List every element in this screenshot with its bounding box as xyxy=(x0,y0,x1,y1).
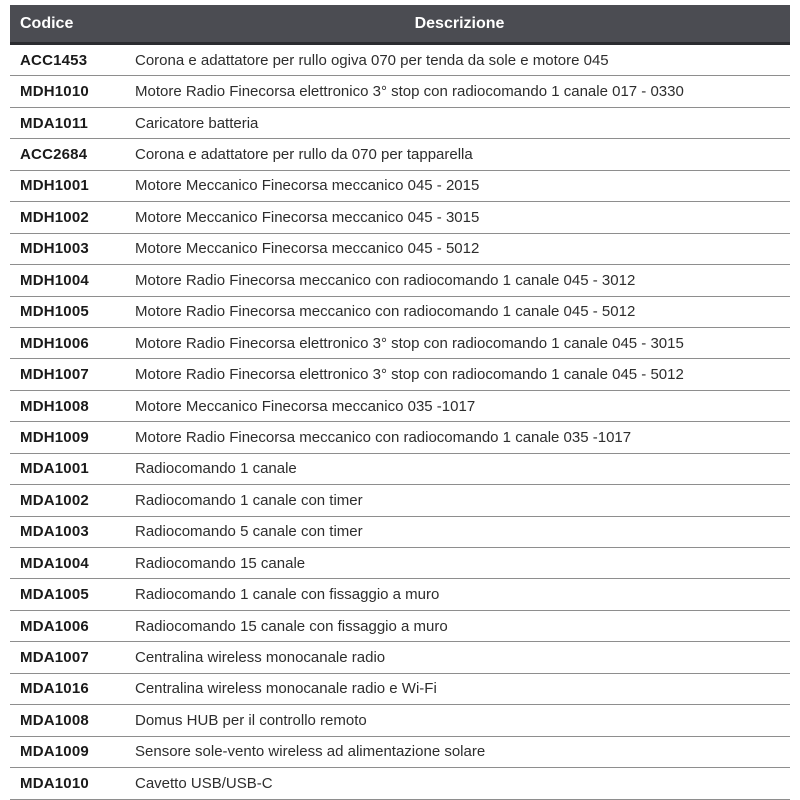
column-header-description: Descrizione xyxy=(414,14,505,32)
code-cell: MDH1009 xyxy=(20,428,89,446)
code-cell: MDH1001 xyxy=(20,177,89,195)
description-cell: Corona e adattatore per rullo da 070 per tapparella xyxy=(135,146,473,164)
table-row xyxy=(10,517,790,548)
table-row xyxy=(10,642,790,673)
code-cell: ACC2684 xyxy=(20,146,88,164)
table-row xyxy=(10,737,790,768)
code-cell: MDH1005 xyxy=(20,303,89,321)
description-cell: Radiocomando 15 canale xyxy=(135,554,306,572)
description-cell: Motore Meccanico Finecorsa meccanico 045 - 2015 xyxy=(135,177,480,195)
description-cell: Radiocomando 1 canale xyxy=(135,460,297,478)
description-cell: Motore Radio Finecorsa meccanico con radiocomando 1 canale 045 - 5012 xyxy=(135,303,636,321)
code-cell: ACC1453 xyxy=(20,51,88,69)
table-header-row xyxy=(10,5,790,45)
code-cell: MDH1002 xyxy=(20,208,89,226)
code-cell: MDH1008 xyxy=(20,397,89,415)
table-row xyxy=(10,611,790,642)
table-row xyxy=(10,674,790,705)
description-cell: Caricatore batteria xyxy=(135,114,259,132)
table-row xyxy=(10,579,790,610)
code-cell: MDH1006 xyxy=(20,334,89,352)
table-row xyxy=(10,485,790,516)
table-row xyxy=(10,422,790,453)
code-cell: MDH1003 xyxy=(20,240,89,258)
table-row xyxy=(10,139,790,170)
table-row xyxy=(10,171,790,202)
table-row xyxy=(10,234,790,265)
table-row xyxy=(10,454,790,485)
product-table xyxy=(10,5,790,800)
description-cell: Motore Radio Finecorsa elettronico 3° stop con radiocomando 1 canale 017 - 0330 xyxy=(135,83,684,101)
description-cell: Motore Meccanico Finecorsa meccanico 035 -1017 xyxy=(135,397,476,415)
description-cell: Motore Radio Finecorsa meccanico con radiocomando 1 canale 035 -1017 xyxy=(135,428,632,446)
table-row xyxy=(10,391,790,422)
description-cell: Motore Radio Finecorsa meccanico con radiocomando 1 canale 045 - 3012 xyxy=(135,271,636,289)
table-row xyxy=(10,359,790,390)
description-cell: Domus HUB per il controllo remoto xyxy=(135,711,367,729)
code-cell: MDA1010 xyxy=(20,774,89,792)
code-cell: MDA1007 xyxy=(20,649,89,667)
code-cell: MDA1002 xyxy=(20,491,89,509)
description-cell: Radiocomando 1 canale con fissaggio a muro xyxy=(135,586,440,604)
code-cell: MDA1016 xyxy=(20,680,89,698)
description-cell: Radiocomando 5 canale con timer xyxy=(135,523,363,541)
table-row xyxy=(10,202,790,233)
table-row xyxy=(10,297,790,328)
table-row xyxy=(10,705,790,736)
code-cell: MDA1004 xyxy=(20,554,89,572)
description-cell: Motore Radio Finecorsa elettronico 3° stop con radiocomando 1 canale 045 - 5012 xyxy=(135,366,684,384)
code-cell: MDA1009 xyxy=(20,743,89,761)
description-cell: Centralina wireless monocanale radio e Wi-Fi xyxy=(135,680,437,698)
description-cell: Radiocomando 15 canale con fissaggio a muro xyxy=(135,617,448,635)
code-cell: MDH1004 xyxy=(20,271,89,289)
description-cell: Radiocomando 1 canale con timer xyxy=(135,491,363,509)
description-cell: Corona e adattatore per rullo ogiva 070 per tenda da sole e motore 045 xyxy=(135,51,609,69)
table-row xyxy=(10,328,790,359)
description-cell: Motore Radio Finecorsa elettronico 3° stop con radiocomando 1 canale 045 - 3015 xyxy=(135,334,684,352)
table-row xyxy=(10,45,790,76)
code-cell: MDA1008 xyxy=(20,711,89,729)
column-header-code: Codice xyxy=(20,14,74,32)
description-cell: Centralina wireless monocanale radio xyxy=(135,649,386,667)
description-cell: Cavetto USB/USB-C xyxy=(135,774,273,792)
code-cell: MDA1011 xyxy=(20,114,89,132)
code-cell: MDA1006 xyxy=(20,617,89,635)
code-cell: MDA1005 xyxy=(20,586,89,604)
description-cell: Motore Meccanico Finecorsa meccanico 045 - 5012 xyxy=(135,240,480,258)
table-row xyxy=(10,768,790,799)
code-cell: MDA1003 xyxy=(20,523,89,541)
code-cell: MDH1010 xyxy=(20,83,89,101)
code-cell: MDA1001 xyxy=(20,460,89,478)
table-row xyxy=(10,108,790,139)
table-row xyxy=(10,76,790,107)
table-row xyxy=(10,265,790,296)
table-body xyxy=(10,45,790,800)
description-cell: Motore Meccanico Finecorsa meccanico 045 - 3015 xyxy=(135,208,480,226)
code-cell: MDH1007 xyxy=(20,366,89,384)
table-row xyxy=(10,548,790,579)
description-cell: Sensore sole-vento wireless ad alimentazione solare xyxy=(135,743,486,761)
